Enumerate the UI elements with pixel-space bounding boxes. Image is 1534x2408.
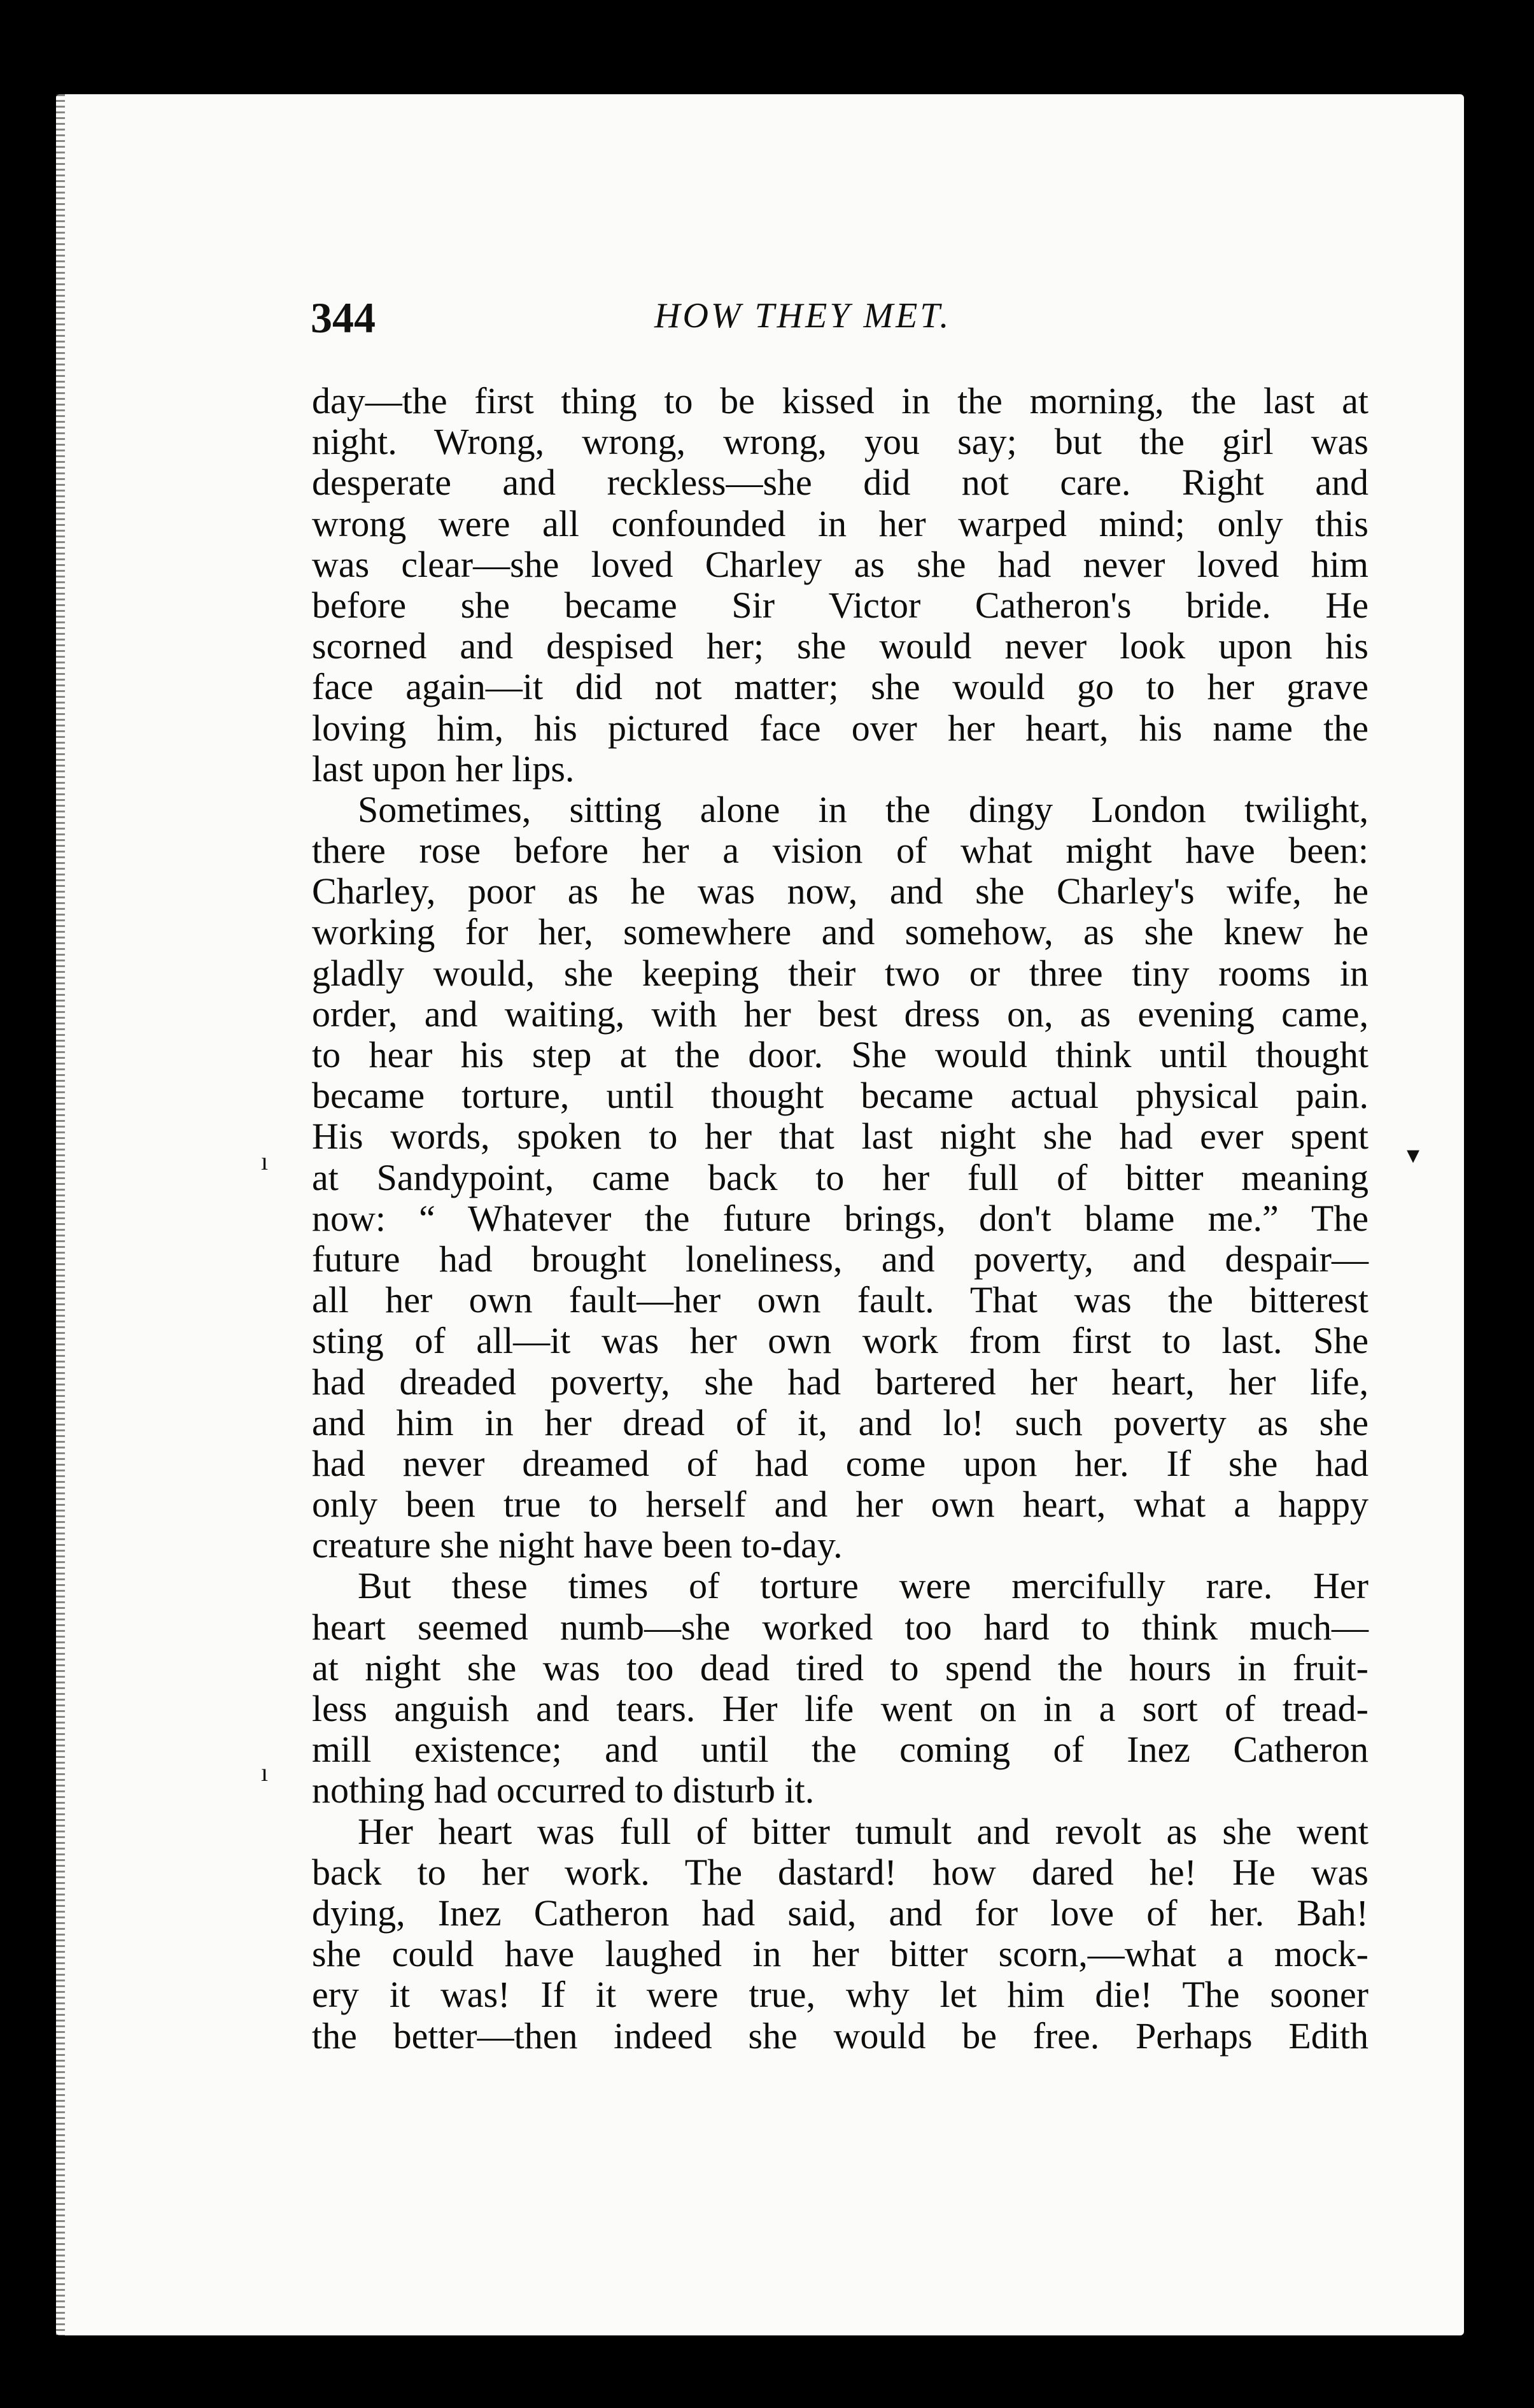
text-line: order, and waiting, with her best dress on, as evening came, (312, 993, 1369, 1035)
text-line: nothing had occurred to disturb it. (312, 1769, 815, 1811)
text-line: only been true to herself and her own heart, what a happy (312, 1484, 1369, 1526)
text-line: now: “ Whatever the future brings, don't blame me.” The (312, 1197, 1369, 1239)
text-line: working for her, somewhere and somehow, as she knew he (312, 911, 1369, 953)
text-line: the better—then indeed she would be free. Perhaps Edith (312, 2015, 1369, 2057)
text-line: desperate and reckless—she did not care. Right and (312, 462, 1369, 504)
text-line: Sometimes, sitting alone in the dingy London twilight, (358, 788, 1369, 830)
text-line: back to her work. The dastard! how dared he! He was (312, 1851, 1369, 1893)
text-line: scorned and despised her; she would never look upon his (312, 625, 1369, 667)
text-line: His words, spoken to her that last night she had ever spent (312, 1115, 1369, 1158)
text-line: she could have laughed in her bitter scorn,—what a mock- (312, 1933, 1369, 1975)
text-line: to hear his step at the door. She would think until thought (312, 1034, 1369, 1075)
text-line: future had brought loneliness, and poverty, and despair— (312, 1238, 1369, 1280)
text-line: was clear—she loved Charley as she had never loved him (312, 543, 1369, 585)
text-line: ery it was! If it were true, why let him die! The sooner (312, 1974, 1369, 2016)
text-line: became torture, until thought became actual physical pain. (312, 1075, 1369, 1117)
text-line: face again—it did not matter; she would go to her grave (312, 666, 1369, 708)
page-edge-shadow (56, 94, 65, 2335)
text-line: at Sandypoint, came back to her full of bitter meaning (312, 1156, 1369, 1198)
text-line: Charley, poor as he was now, and she Charley's wife, he (312, 870, 1369, 912)
text-line: had never dreamed of had come upon her. If she had (312, 1442, 1369, 1484)
text-line: last upon her lips. (312, 747, 575, 790)
text-line: gladly would, she keeping their two or three tiny rooms in (312, 952, 1369, 994)
text-line: less anguish and tears. Her life went on in a sort of tread- (312, 1688, 1369, 1729)
text-line: wrong were all confounded in her warped mind; only this (312, 502, 1369, 544)
text-line: night. Wrong, wrong, wrong, you say; but the girl was (312, 421, 1369, 463)
text-line: at night she was too dead tired to spend the hours in fruit- (312, 1647, 1369, 1689)
ink-mark: ı (261, 1758, 269, 1787)
text-line: creature she night have been to-day. (312, 1524, 843, 1566)
text-line: had dreaded poverty, she had bartered her heart, her life, (312, 1361, 1369, 1403)
text-line: sting of all—it was her own work from first to last. She (312, 1320, 1369, 1362)
text-line: mill existence; and until the coming of Inez Catheron (312, 1729, 1369, 1771)
text-line: day—the first thing to be kissed in the morning, the last at (312, 380, 1369, 421)
text-line: there rose before her a vision of what might have been: (312, 830, 1369, 872)
page-number: 344 (311, 294, 376, 342)
text-line: Her heart was full of bitter tumult and revolt as she went (358, 1810, 1369, 1852)
text-line: But these times of torture were mercifully rare. Her (358, 1565, 1369, 1607)
ink-mark: ı (261, 1147, 269, 1175)
text-line: dying, Inez Catheron had said, and for love of her. Bah! (312, 1892, 1369, 1934)
text-line: and him in her dread of it, and lo! such poverty as she (312, 1401, 1369, 1443)
text-line: loving him, his pictured face over her heart, his name the (312, 707, 1369, 749)
text-line: all her own fault—her own fault. That was the bitterest (312, 1279, 1369, 1321)
body-text (312, 381, 1369, 2057)
page-header (311, 293, 1361, 350)
running-title: HOW THEY MET. (654, 296, 952, 336)
ink-mark: ▾ (1407, 1140, 1420, 1169)
text-line: heart seemed numb—she worked too hard to think much— (312, 1606, 1369, 1648)
text-line: before she became Sir Victor Catheron's bride. He (312, 584, 1369, 626)
